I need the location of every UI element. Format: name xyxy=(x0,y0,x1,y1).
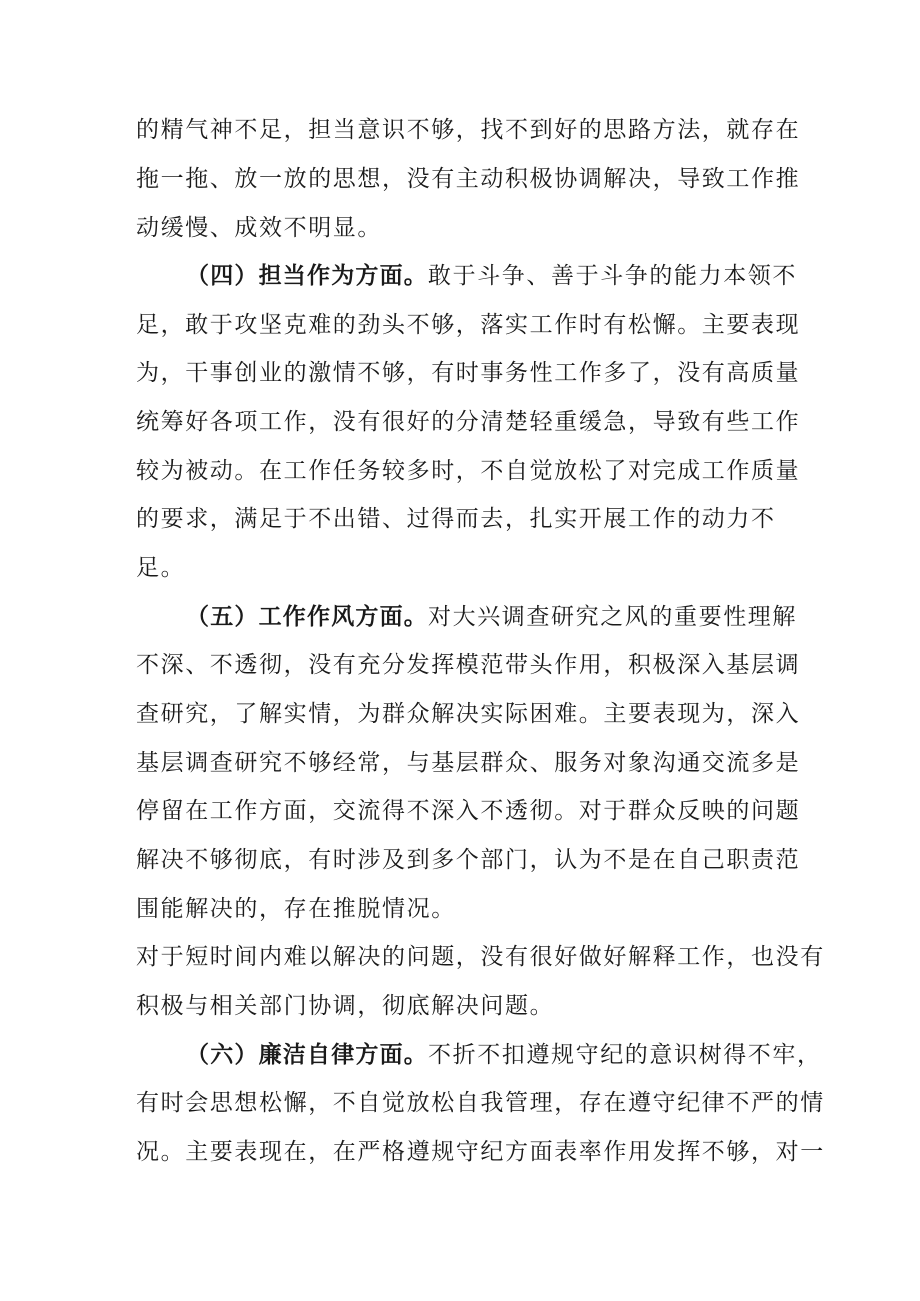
text-line: 拖一拖、放一放的思想，没有主动积极协调解决，导致工作推 xyxy=(136,166,801,192)
text-run: 对大兴调查研究之风的重要性理解 xyxy=(428,604,797,630)
text-line: 动缓慢、成效不明显。 xyxy=(136,215,382,241)
text-run: 不折不扣遵规守纪的意识树得不牢， xyxy=(428,1042,822,1068)
text-line: 停留在工作方面，交流得不深入不透彻。对于群众反映的问题 xyxy=(136,798,801,824)
section-four-first-line xyxy=(186,260,797,292)
text-line: 围能解决的，存在推脱情况。 xyxy=(136,896,456,922)
text-line: 基层调查研究不够经常，与基层群众、服务对象沟通交流多是 xyxy=(136,750,801,776)
text-line: 查研究，了解实情，为群众解决实际困难。主要表现为，深入 xyxy=(136,701,801,727)
text-line: 的精气神不足，担当意识不够，找不到好的思路方法，就存在 xyxy=(136,117,801,143)
text-line: 不深、不透彻，没有充分发挥模范带头作用，积极深入基层调 xyxy=(136,652,801,678)
section-six-first-line xyxy=(186,1039,822,1071)
section-five-first-line xyxy=(186,601,797,633)
text-line: 为，干事创业的激情不够，有时事务性工作多了，没有高质量 xyxy=(136,360,801,386)
text-line: 对于短时间内难以解决的问题，没有很好做好解释工作，也没有 xyxy=(136,944,825,970)
text-line: 足，敢于攻坚克难的劲头不够，落实工作时有松懈。主要表现 xyxy=(136,312,801,338)
text-line: 的要求，满足于不出错、过得而去，扎实开展工作的动力不 xyxy=(136,506,776,532)
text-line: 有时会思想松懈，不自觉放松自我管理，存在遵守纪律不严的情 xyxy=(136,1090,825,1116)
section-heading: （六）廉洁自律方面。 xyxy=(186,1042,428,1068)
text-run: 敢于斗争、善于斗争的能力本领不 xyxy=(428,263,797,289)
text-line: 统筹好各项工作，没有很好的分清楚轻重缓急，导致有些工作 xyxy=(136,409,801,435)
text-line: 况。主要表现在，在严格遵规守纪方面表率作用发挥不够，对一 xyxy=(136,1139,825,1165)
text-line: 积极与相关部门协调，彻底解决问题。 xyxy=(136,993,555,1019)
text-line: 较为被动。在工作任务较多时，不自觉放松了对完成工作质量 xyxy=(136,458,801,484)
text-line: 足。 xyxy=(136,555,186,581)
section-heading: （四）担当作为方面。 xyxy=(186,263,428,289)
text-line: 解决不够彻底，有时涉及到多个部门，认为不是在自己职责范 xyxy=(136,847,801,873)
section-heading: （五）工作作风方面。 xyxy=(186,604,428,630)
